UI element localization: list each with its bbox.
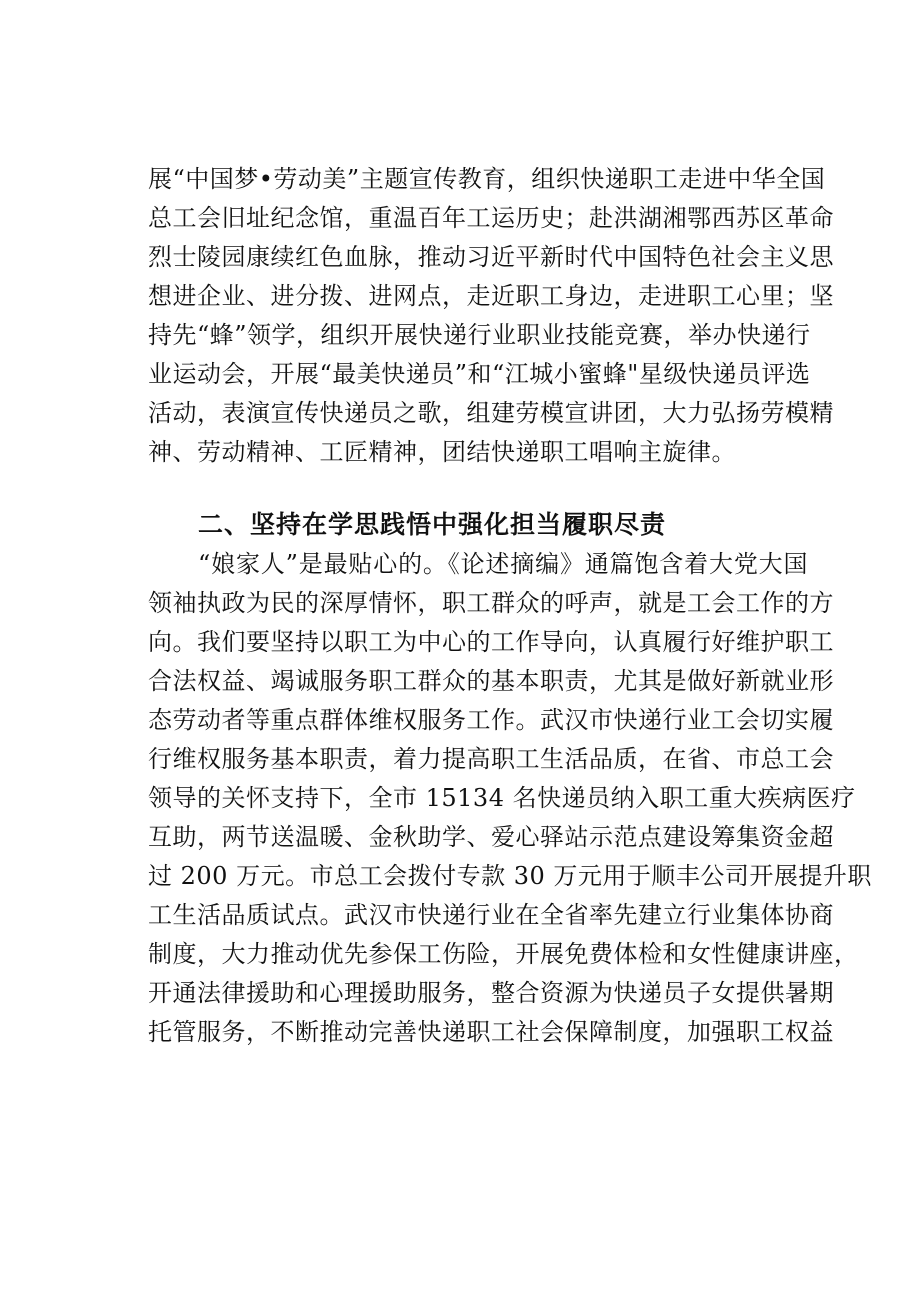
paragraph-1-line: 想进企业、进分拨、进网点，走近职工身边，走进职工心里；坚 [148, 282, 834, 310]
paragraph-2-line: 工生活品质试点。武汉市快递行业在全省率先建立行业集体协商 [148, 901, 834, 929]
paragraph-2-line: 领袖执政为民的深厚情怀，职工群众的呼声，就是工会工作的方 [148, 589, 834, 617]
paragraph-1-line: 活动，表演宣传快递员之歌，组建劳模宣讲团，大力弘扬劳模精 [148, 399, 834, 427]
paragraph-2-line: 领导的关怀支持下，全市 15134 名快递员纳入职工重大疾病医疗 [148, 784, 856, 812]
paragraph-2-line: 合法权益、竭诚服务职工群众的基本职责，尤其是做好新就业形 [148, 667, 834, 695]
paragraph-2 [148, 545, 872, 1052]
paragraph-1-line: 展“中国梦•劳动美”主题宣传教育，组织快递职工走进中华全国 [148, 165, 826, 193]
section-heading-block [148, 505, 808, 544]
paragraph-1 [148, 160, 834, 472]
section-heading: 二、坚持在学思践悟中强化担当履职尽责 [198, 510, 667, 539]
paragraph-2-line: 过 200 万元。市总工会拨付专款 30 万元用于顺丰公司开展提升职 [148, 862, 872, 890]
paragraph-2-line: 开通法律援助和心理援助服务，整合资源为快递员子女提供暑期 [148, 979, 834, 1007]
paragraph-1-line: 总工会旧址纪念馆，重温百年工运历史；赴洪湖湘鄂西苏区革命 [148, 204, 834, 232]
paragraph-2-line: 向。我们要坚持以职工为中心的工作导向，认真履行好维护职工 [148, 628, 834, 656]
paragraph-2-line: 制度，大力推动优先参保工伤险，开展免费体检和女性健康讲座， [148, 940, 859, 968]
paragraph-1-line: 烈士陵园康续红色血脉，推动习近平新时代中国特色社会主义思 [148, 243, 834, 271]
paragraph-2-line: 态劳动者等重点群体维权服务工作。武汉市快递行业工会切实履 [148, 706, 834, 734]
paragraph-2-line: 行维权服务基本职责，着力提高职工生活品质，在省、市总工会 [148, 745, 834, 773]
paragraph-2-line: 互助，两节送温暖、金秋助学、爱心驿站示范点建设筹集资金超 [148, 823, 834, 851]
paragraph-1-line: 持先“蜂”领学，组织开展快递行业职业技能竞赛，举办快递行 [148, 321, 811, 349]
paragraph-2-line: “娘家人”是最贴心的。《论述摘编》通篇饱含着大党大国 [198, 550, 808, 578]
paragraph-1-line: 业运动会，开展“最美快递员”和“江城小蜜蜂"星级快递员评选 [148, 360, 811, 388]
paragraph-1-line: 神、劳动精神、工匠精神，团结快递职工唱响主旋律。 [148, 438, 736, 466]
paragraph-2-line: 托管服务，不断推动完善快递职工社会保障制度，加强职工权益 [148, 1018, 834, 1046]
